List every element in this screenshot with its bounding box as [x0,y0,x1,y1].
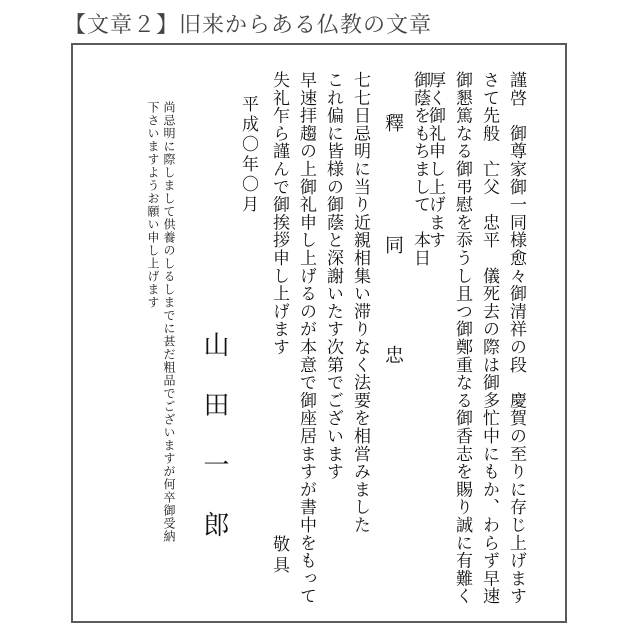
letter-body-line-1: 謹啓 御尊家御一同様愈々御清祥の段 慶賀の至りに存じ上げます [506,71,526,605]
sender-name: 山田一郎 [199,331,229,571]
kaimyo-char-2: 同 [382,235,404,255]
letter-body-line-5: 御蔭をもちまして 本日 [410,71,430,267]
letter-body-line-8: 早速拝趨の上御礼申し上げるのが本意で御座居ますが書中をもって [296,71,316,605]
kaimyo-char-1: 釋 [382,113,404,133]
letter-body-line-6: 七七日忌明に当り近親相集い滞りなく法要を相営みました [350,71,370,534]
letter-body-line-4: 厚く御礼申し上げます [425,71,445,249]
section-title: 【文章２】旧来からある仏教の文章 [64,13,433,38]
letter-body-line-3: 御懇篤なる御弔慰を忝うし且つ御鄭重なる御香志を賜り誠に有難く [452,71,472,605]
letter-body-line-2: さて先般 亡父 忠平 儀死去の際は御多忙中にもか、わらず早速 [479,71,499,605]
condolence-letter-card [71,43,567,623]
closing-keigu: 敬具 [269,535,289,577]
letter-date: 平成〇年〇月 [238,95,258,215]
kaimyo-char-3: 忠 [382,345,404,365]
letter-body-line-9: 失礼乍ら謹んで御挨拶申し上げます [269,71,289,356]
postscript-line-2: 下さいますようお願い申し上げます [146,101,160,309]
postscript-line-1: 尚忌明に際しまして供養のしるしまでに甚だ粗品でございますが何卒御受納 [162,101,176,543]
letter-body-line-7: これ偏に皆様の御蔭と深謝いたす次第でございます [323,71,343,481]
